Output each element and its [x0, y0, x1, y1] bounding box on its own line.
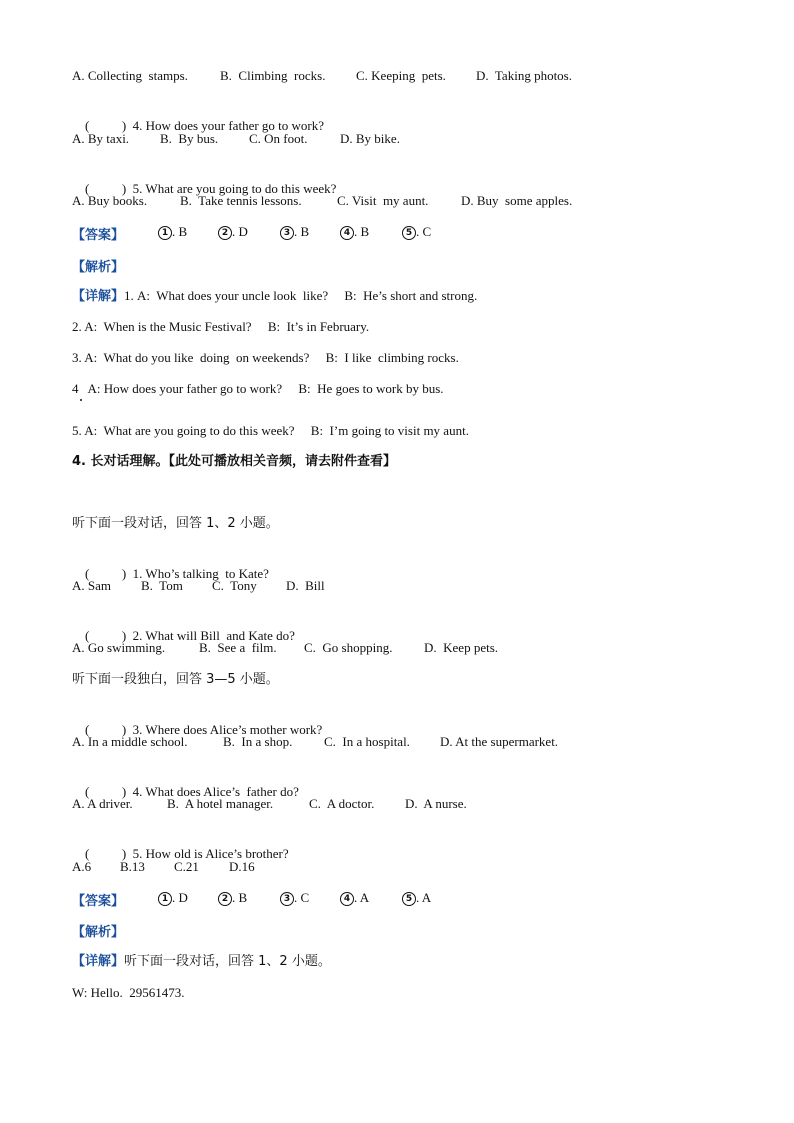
detail-line-5: 5. A: What are you going to do this week? B: I’m going to visit my aunt.	[72, 423, 469, 438]
analysis-tag: 【解析】	[72, 925, 125, 940]
question-text: 4. How does your father go to work?	[132, 118, 325, 133]
detail-tag: 【详解】	[72, 289, 125, 304]
answer-tag: 【答案】	[72, 894, 125, 909]
option-c: C. Go shopping.	[304, 640, 393, 655]
option-a: A. By taxi.	[72, 131, 130, 146]
dialogue-line-w: W: Hello. 29561473.	[72, 985, 185, 1000]
option-d: D. At the supermarket.	[440, 734, 559, 749]
answer-blank: ( )	[85, 118, 127, 133]
option-a: A.6	[72, 859, 92, 874]
answer-tag: 【答案】	[72, 228, 125, 243]
answer-blank: ( )	[85, 846, 127, 861]
option-b: B. See a film.	[199, 640, 277, 655]
answer-blank: ( )	[85, 722, 127, 737]
answer-blank: ( )	[85, 566, 127, 581]
answer-item: 5 . C	[402, 224, 431, 240]
option-b: B. A hotel manager.	[167, 796, 274, 811]
option-d: D. By bike.	[340, 131, 400, 146]
option-a: A. Buy books.	[72, 193, 148, 208]
section-title: 4. 长对话理解。【此处可播放相关音频，请去附件查看】	[72, 454, 397, 469]
option-a: A. A driver.	[72, 796, 133, 811]
option-a: A. Go swimming.	[72, 640, 166, 655]
option-d: D. Bill	[286, 578, 325, 593]
option-d: D.16	[229, 859, 255, 874]
answer-item: 2 . B	[218, 890, 247, 906]
option-b: B. Tom	[141, 578, 183, 593]
answer-item: 4 . B	[340, 224, 369, 240]
detail-text: 听下面一段对话，回答 1、2 小题。	[124, 954, 331, 969]
option-b: B. Take tennis lessons.	[180, 193, 302, 208]
answer-item: 1 . B	[158, 224, 187, 240]
detail-tag: 【详解】	[72, 954, 125, 969]
detail-line-4: 4 A: How does your father go to work? B: He goes to work by bus.	[72, 381, 444, 396]
dialogue-intro: 听下面一段对话，回答 1、2 小题。	[72, 516, 279, 531]
question-text: 5. What are you going to do this week?	[132, 181, 337, 196]
answer-blank: ( )	[85, 181, 127, 196]
question-text: 1. Who’s talking to Kate?	[132, 566, 269, 581]
option-a: A. Sam	[72, 578, 111, 593]
question-text: 5. How old is Alice’s brother?	[132, 846, 289, 861]
question-text: 4. What does Alice’s father do?	[132, 784, 299, 799]
answer-item: 3 . C	[280, 890, 309, 906]
answer-item: 1 . D	[158, 890, 188, 906]
monologue-intro: 听下面一段独白，回答 3—5 小题。	[72, 672, 279, 687]
answer-item: 5 . A	[402, 890, 431, 906]
option-d: D. A nurse.	[405, 796, 467, 811]
answer-blank: ( )	[85, 628, 127, 643]
option-a: A. Collecting stamps.	[72, 68, 188, 83]
option-b: B. Climbing rocks.	[220, 68, 326, 83]
answer-blank: ( )	[85, 784, 127, 799]
option-c: C. Keeping pets.	[356, 68, 446, 83]
detail2-line	[72, 952, 331, 971]
option-c: C. Tony	[212, 578, 257, 593]
detail-line-2: 2. A: When is the Music Festival? B: It’s in February.	[72, 319, 370, 334]
option-c: C. Visit my aunt.	[337, 193, 429, 208]
answer-item: 4 . A	[340, 890, 369, 906]
detail-line-1	[72, 287, 477, 306]
option-d: D. Taking photos.	[476, 68, 572, 83]
option-b: B. In a shop.	[223, 734, 293, 749]
option-d: D. Buy some apples.	[461, 193, 573, 208]
analysis-tag: 【解析】	[72, 260, 125, 275]
question-text: 2. What will Bill and Kate do?	[132, 628, 295, 643]
answer-item: 2 . D	[218, 224, 248, 240]
option-a: A. In a middle school.	[72, 734, 188, 749]
option-b: B. By bus.	[160, 131, 219, 146]
option-c: C. In a hospital.	[324, 734, 410, 749]
detail-line-3: 3. A: What do you like doing on weekends? B: I like climbing rocks.	[72, 350, 459, 365]
answer-item: 3 . B	[280, 224, 309, 240]
question-text: 3. Where does Alice’s mother work?	[132, 722, 323, 737]
option-d: D. Keep pets.	[424, 640, 499, 655]
option-c: C. A doctor.	[309, 796, 375, 811]
stray-dot	[80, 399, 82, 401]
option-c: C.21	[174, 859, 199, 874]
option-c: C. On foot.	[249, 131, 308, 146]
detail-text: 1. A: What does your uncle look like? B: He’s short and strong.	[124, 288, 478, 303]
option-b: B.13	[120, 859, 145, 874]
